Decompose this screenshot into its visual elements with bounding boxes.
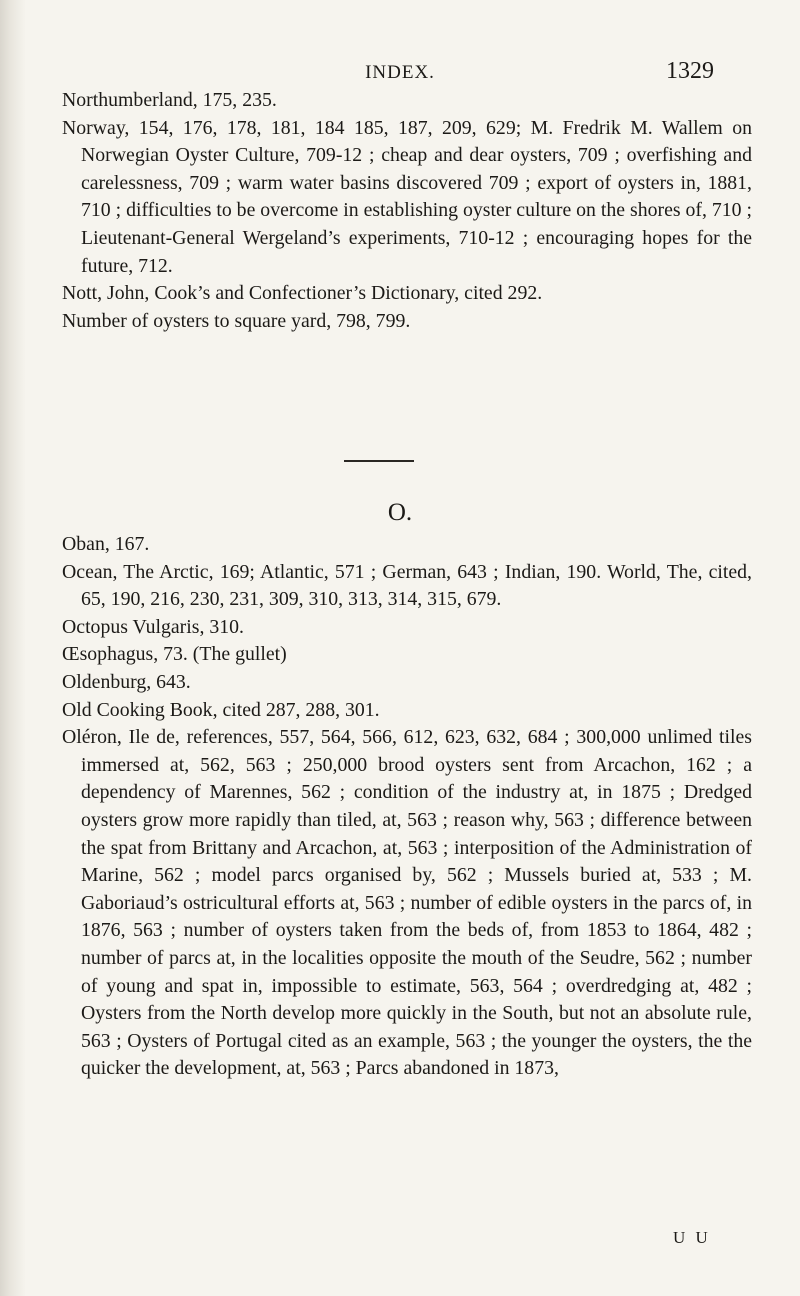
page-binding-edge bbox=[0, 0, 26, 1296]
index-section-o bbox=[62, 531, 752, 1083]
running-head: INDEX. bbox=[365, 62, 435, 83]
section-divider bbox=[344, 460, 414, 462]
index-entry: Northumberland, 175, 235. bbox=[62, 89, 277, 111]
index-entry: Octopus Vulgaris, 310. bbox=[62, 615, 244, 638]
index-entry: Œsophagus, 73. (The gullet) bbox=[62, 643, 287, 666]
index-entry: Number of oysters to square yard, 798, 799. bbox=[62, 309, 411, 332]
index-entry: Oldenburg, 643. bbox=[62, 670, 191, 693]
index-entry: Ocean, The Arctic, 169; Atlantic, 571 ; German, 643 ; Indian, 190. World, The, cited, 65, 190, 216, 230, 231, 309, 310, 313, 314, 315, 679. bbox=[62, 560, 752, 611]
index-entry: Oban, 167. bbox=[62, 533, 150, 555]
signature-mark: U U bbox=[673, 1228, 711, 1247]
index-entry: Norway, 154, 176, 178, 181, 184 185, 187, 209, 629; M. Fredrik M. Wallem on Norwegian Oyster Culture, 709-12 ; cheap and dear oysters, 709 ; overfishing and carelessness, 709 ; warm water basins discovered 709 ; export of oysters in, 1881, 710 ; difficulties to be overcome in establishing oyster culture on the shores of, 710 ; Lieutenant-General Wergeland’s experiments, 710-12 ; encouraging hopes for the future, 712. bbox=[62, 116, 752, 277]
page-header bbox=[0, 56, 800, 86]
index-entry: Oléron, Ile de, references, 557, 564, 566, 612, 623, 632, 684 ; 300,000 unlimed tiles immersed at, 562, 563 ; 250,000 brood oysters sent from Arcachon, 162 ; a dependency of Marennes, 562 ; condition of the industry at, in 1875 ; Dredged oysters grow more rapidly than tiled, at, 563 ; reason why, 563 ; difference between the spat from Brittany and Arcachon, at, 563 ; interposition of the Administration of Marine, 562 ; model parcs organised by, 562 ; Mussels buried at, 533 ; M. Gaboriaud’s ostricultural efforts at, 563 ; number of edible oysters in the parcs of, in 1876, 563 ; number of oysters taken from the beds of, from 1853 to 1864, 482 ; number of parcs at, in the localities opposite the mouth of the Seudre, 562 ; number of young and spat in, impossible to estimate, 563, 564 ; overdredging at, 482 ; Oysters from the North develop more quickly in the South, but not an absolute rule, 563 ; Oysters of Portugal cited as an example, 563 ; the younger the oysters, the the quicker the development, at, 563 ; Parcs abandoned in 1873, bbox=[62, 726, 752, 1080]
index-section-n bbox=[62, 87, 752, 335]
index-entry: Old Cooking Book, cited 287, 288, 301. bbox=[62, 698, 380, 721]
page-number: 1329 bbox=[666, 58, 714, 84]
index-entry: Nott, John, Cook’s and Confectioner’s Dictionary, cited 292. bbox=[62, 282, 543, 305]
section-heading-o: O. bbox=[387, 499, 413, 526]
